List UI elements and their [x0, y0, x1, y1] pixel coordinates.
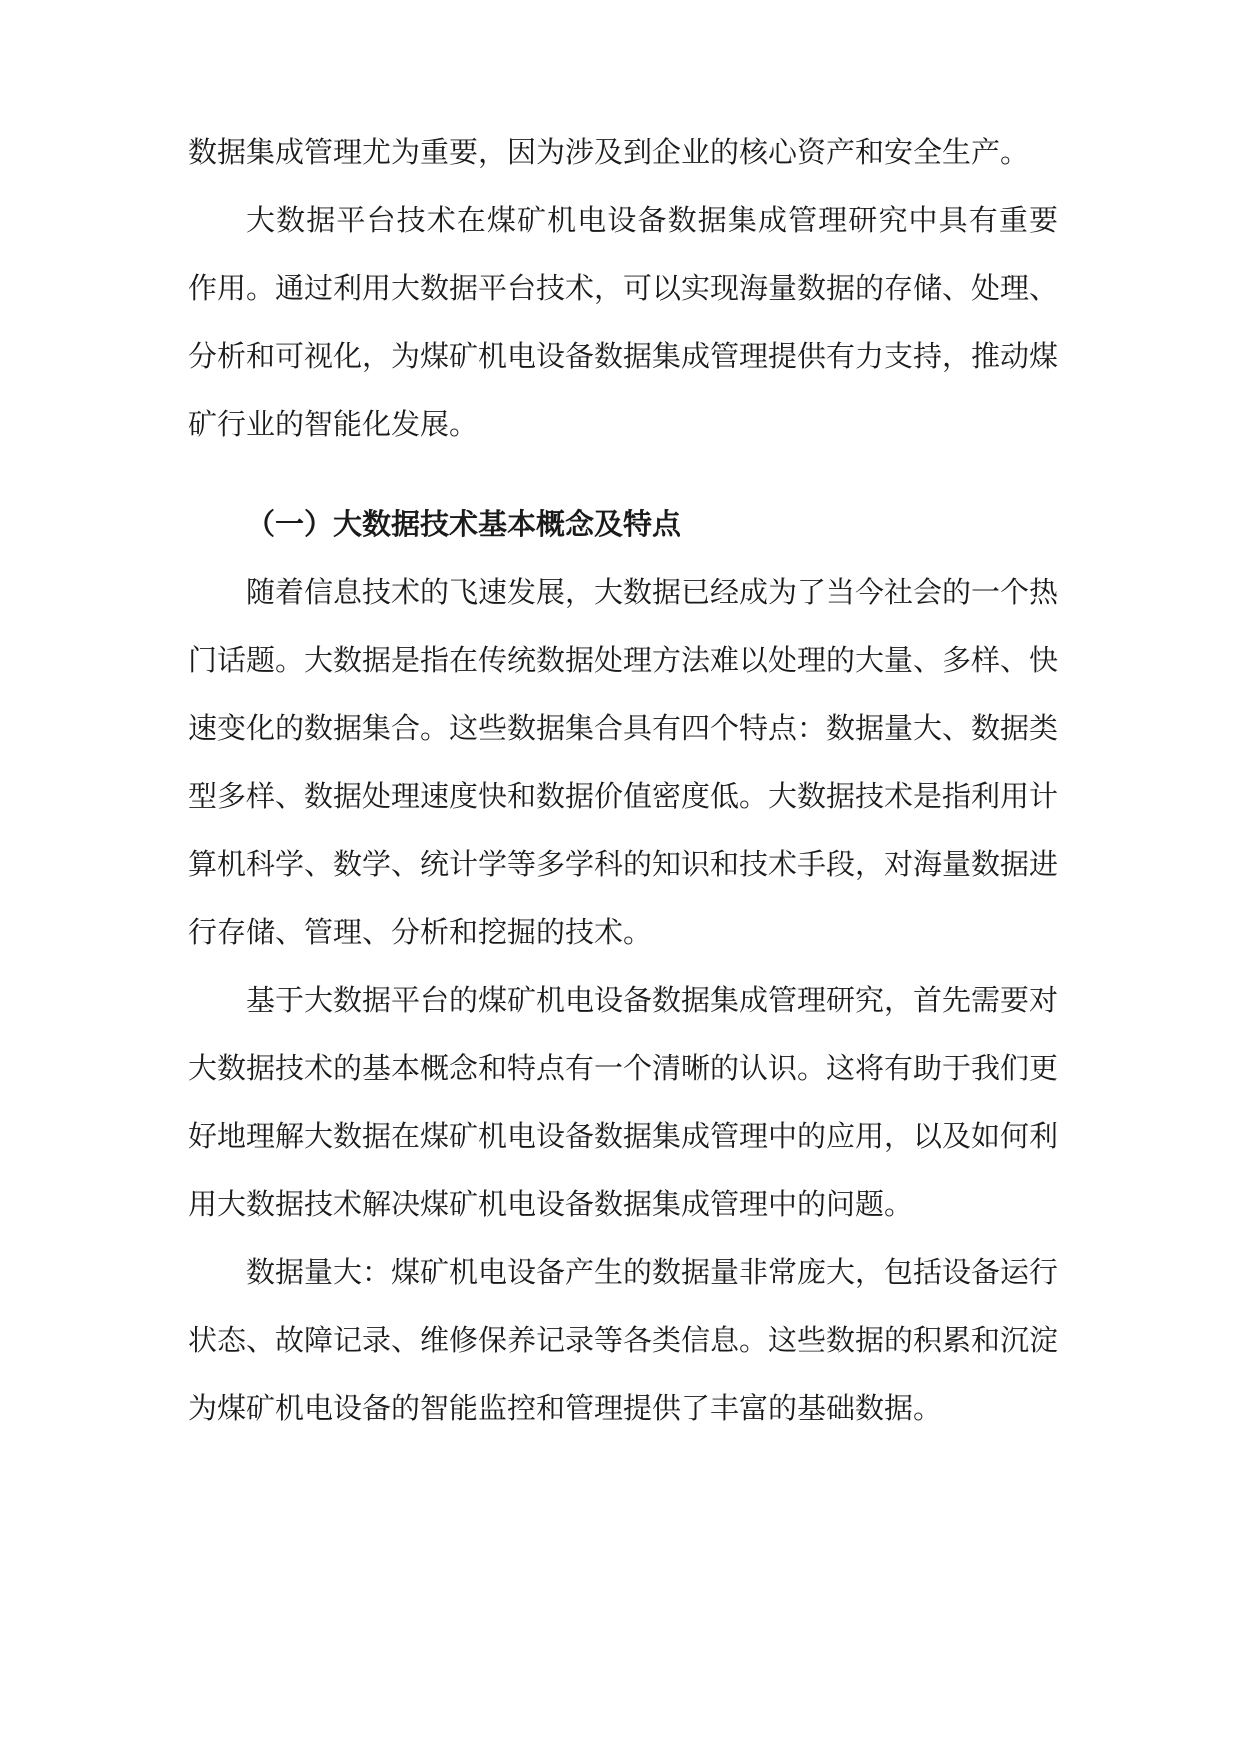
- paragraph-line: 为煤矿机电设备的智能监控和管理提供了丰富的基础数据。: [188, 1391, 943, 1425]
- paragraph-line: 算机科学、数学、统计学等多学科的知识和技术手段，对海量数据进: [188, 847, 1058, 881]
- paragraph-line: 数据集成管理尤为重要，因为涉及到企业的核心资产和安全生产。: [188, 135, 1030, 169]
- paragraph-line: 基于大数据平台的煤矿机电设备数据集成管理研究，首先需要对: [246, 983, 1058, 1017]
- paragraph-line: 数据量大：煤矿机电设备产生的数据量非常庞大，包括设备运行: [246, 1255, 1058, 1289]
- paragraph-line: 用大数据技术解决煤矿机电设备数据集成管理中的问题。: [188, 1187, 914, 1221]
- paragraph-line: 型多样、数据处理速度快和数据价值密度低。大数据技术是指利用计: [188, 779, 1058, 813]
- paragraph-line: 大数据技术的基本概念和特点有一个清晰的认识。这将有助于我们更: [188, 1051, 1058, 1085]
- paragraph-line: 作用。通过利用大数据平台技术，可以实现海量数据的存储、处理、: [188, 271, 1058, 305]
- paragraph-line: 速变化的数据集合。这些数据集合具有四个特点：数据量大、数据类: [188, 711, 1058, 745]
- paragraph-line: 状态、故障记录、维修保养记录等各类信息。这些数据的积累和沉淀: [188, 1323, 1058, 1357]
- paragraph-line: 大数据平台技术在煤矿机电设备数据集成管理研究中具有重要: [246, 203, 1058, 237]
- section-heading: （一）大数据技术基本概念及特点: [246, 507, 682, 541]
- paragraph-line: 分析和可视化，为煤矿机电设备数据集成管理提供有力支持，推动煤: [188, 339, 1058, 373]
- paragraph-line: 好地理解大数据在煤矿机电设备数据集成管理中的应用，以及如何利: [188, 1119, 1058, 1153]
- paragraph-line: 随着信息技术的飞速发展，大数据已经成为了当今社会的一个热: [246, 575, 1058, 609]
- paragraph-line: 门话题。大数据是指在传统数据处理方法难以处理的大量、多样、快: [188, 643, 1058, 677]
- document-page: [188, 0, 1058, 1754]
- paragraph-line: 行存储、管理、分析和挖掘的技术。: [188, 915, 653, 949]
- paragraph-line: 矿行业的智能化发展。: [188, 407, 479, 441]
